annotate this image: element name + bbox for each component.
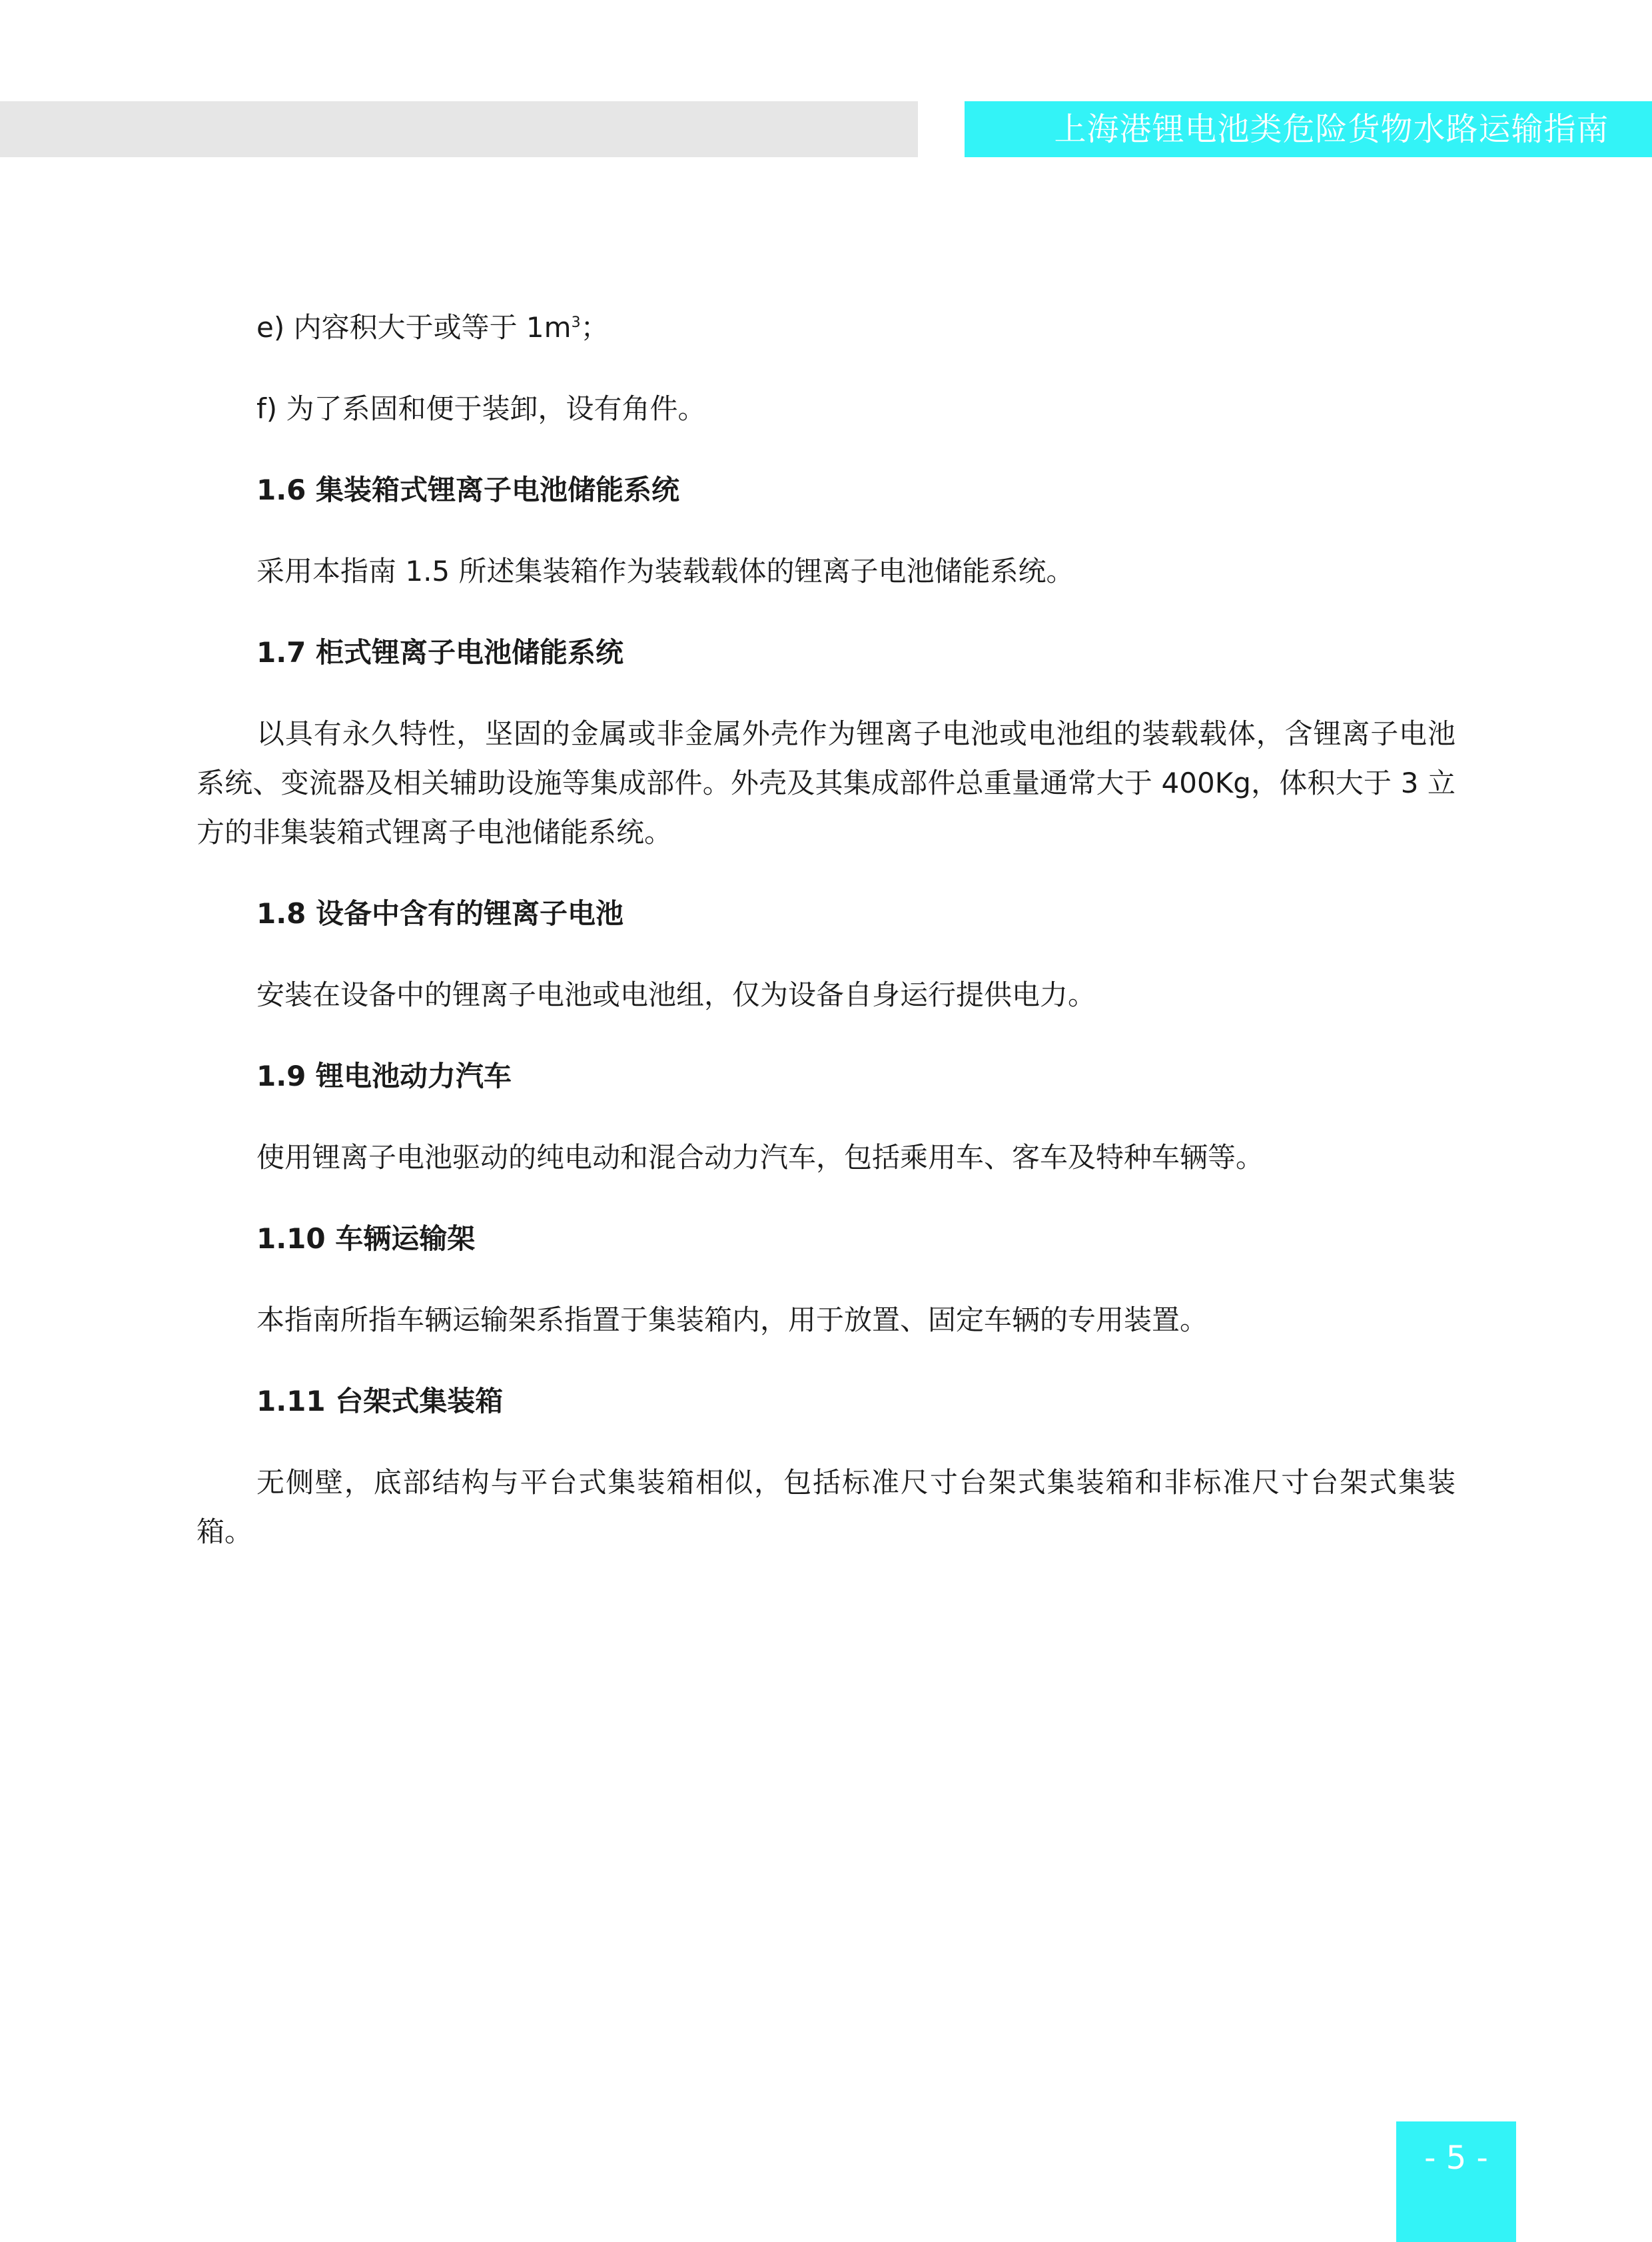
header-gray-bar: [0, 101, 918, 157]
section-heading-1-8: 1.8 设备中含有的锂离子电池: [256, 897, 624, 930]
section-heading-1-10: 1.10 车辆运输架: [256, 1222, 476, 1255]
section-paragraph-1-10: 本指南所指车辆运输架系指置于集装箱内，用于放置、固定车辆的专用装置。: [256, 1304, 1208, 1336]
section-paragraph-1-11: 无侧壁，底部结构与平台式集装箱相似，包括标准尺寸台架式集装箱和非标准尺寸台架式集装箱。: [197, 1466, 1455, 1548]
section-heading-1-6: 1.6 集装箱式锂离子电池储能系统: [256, 474, 680, 506]
list-item-e: e) 内容积大于或等于 $1m^3$；: [256, 311, 609, 344]
section-paragraph-1-9: 使用锂离子电池驱动的纯电动和混合动力汽车，包括乘用车、客车及特种车辆等。: [256, 1141, 1264, 1174]
section-heading-1-11: 1.11 台架式集装箱: [256, 1385, 504, 1417]
section-paragraph-1-8: 安装在设备中的锂离子电池或电池组，仅为设备自身运行提供电力。: [256, 978, 1096, 1011]
document-title: 上海港锂电池类危险货物水路运输指南: [1054, 111, 1609, 148]
list-item-f: f) 为了系固和便于装卸，设有角件。: [256, 392, 706, 425]
section-paragraph-1-6: 采用本指南 1.5 所述集装箱作为装载载体的锂离子电池储能系统。: [256, 555, 1074, 587]
section-paragraph-1-7: 以具有永久特性，坚固的金属或非金属外壳作为锂离子电池或电池组的装载载体，含锂离子电池系统、变流器及相关辅助设施等集成部件。外壳及其集成部件总重量通常大于 400Kg，体积大于 3 立方的非集装箱式锂离子电池储能系统。: [197, 717, 1455, 849]
page-number: - 5 -: [1424, 2139, 1488, 2177]
section-heading-1-7: 1.7 柜式锂离子电池储能系统: [256, 636, 624, 669]
superscript-3: 3: [571, 314, 581, 331]
section-heading-1-9: 1.9 锂电池动力汽车: [256, 1060, 512, 1092]
document-body: [197, 303, 1455, 1589]
